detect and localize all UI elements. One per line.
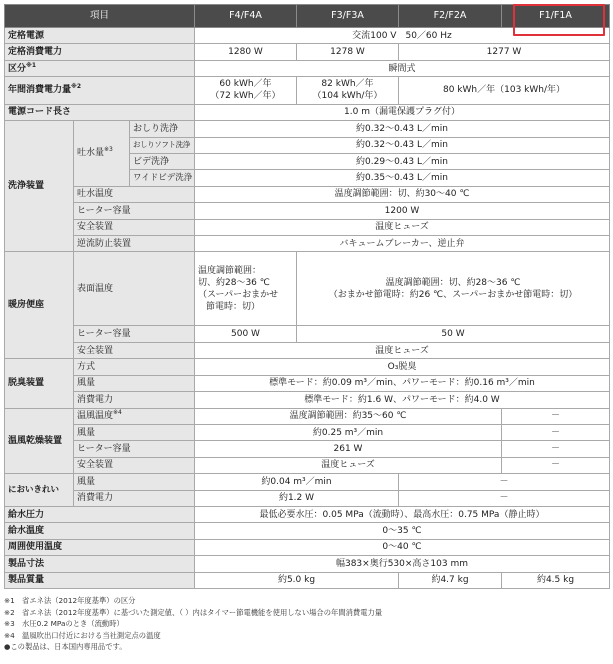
- table-row: [5, 424, 610, 440]
- sublabel: 表面温度: [74, 252, 195, 326]
- value-line: （104 kWh/年）: [312, 91, 383, 102]
- cell-value: 1280 W: [195, 44, 297, 60]
- footnote-mark: ※2: [71, 83, 82, 91]
- cell-value: 温度ヒューズ: [195, 457, 502, 473]
- footnote-3: ※3 水圧0.2 MPaのとき（流動時）: [4, 619, 124, 628]
- row-label: 定格電源: [5, 28, 195, 44]
- sublabel: ヒーター容量: [74, 326, 195, 342]
- row-value: 1200 W: [195, 203, 610, 219]
- value-line: 温度調節範囲：: [198, 265, 262, 276]
- footnotes: [4, 595, 609, 653]
- sublabel-discharge: [74, 121, 130, 187]
- row-value: バキュームブレーカー、逆止弁: [195, 235, 610, 251]
- row-value: 温度ヒューズ: [195, 219, 610, 235]
- sublabel: ワイドビデ洗浄: [130, 170, 195, 186]
- cell-value: －: [502, 424, 610, 440]
- sublabel: おしり洗浄: [130, 121, 195, 137]
- row-label: 製品質量: [5, 572, 195, 588]
- sublabel: 安全装置: [74, 342, 195, 358]
- cell-value: 261 W: [195, 441, 502, 457]
- sublabel: 方式: [74, 359, 195, 375]
- row-value: 最低必要水圧：0.05 MPa（流動時）、最高水圧：0.75 MPa（静止時）: [195, 506, 610, 522]
- cell-value: 約4.5 kg: [502, 572, 610, 588]
- table-row: [5, 359, 610, 375]
- footnote-2: ※2 省エネ法（2012年度基準）に基づいた測定値、（ ）内はタイマー節電機能を使用しない場合の年間消費電力量: [4, 607, 383, 617]
- sublabel: ヒーター容量: [74, 441, 195, 457]
- cell-value: 約4.7 kg: [399, 572, 502, 588]
- value-line: 60 kWh／年: [219, 79, 272, 90]
- table-row: [5, 490, 610, 506]
- cell-value: 約1.2 W: [195, 490, 399, 506]
- table-row: [5, 28, 610, 44]
- cell-value: 500 W: [195, 326, 297, 342]
- cell-value: 約0.25 m³／min: [195, 424, 502, 440]
- sublabel: 消費電力: [74, 490, 195, 506]
- table-row: [5, 474, 610, 490]
- group-label-deodorizer: 脱臭装置: [5, 359, 74, 408]
- header-model-f1: F1/F1A: [502, 5, 610, 28]
- group-label-dryer: 温風乾燥装置: [5, 408, 74, 474]
- sublabel: ビデ洗浄: [130, 153, 195, 169]
- row-value: 約0.29～0.43 L／min: [195, 153, 610, 169]
- row-value: 1.0 m（漏電保護プラグ付）: [195, 104, 610, 120]
- footnote-mark: ※3: [104, 146, 113, 154]
- row-value: 約0.35～0.43 L／min: [195, 170, 610, 186]
- table-row: [5, 252, 610, 326]
- cell-value: －: [399, 474, 610, 490]
- cell-value: 約5.0 kg: [195, 572, 399, 588]
- cell-value: [297, 252, 610, 326]
- table-row: [5, 556, 610, 572]
- row-value: 交流100 V 50／60 Hz: [195, 28, 610, 44]
- table-row: [5, 203, 610, 219]
- table-row: [5, 539, 610, 555]
- sublabel: 消費電力: [74, 392, 195, 408]
- footnote-mark: ※4: [113, 409, 122, 417]
- value-line: 温度調節範囲：切、約28～36 ℃: [385, 277, 521, 288]
- row-value: 幅383×奥行530×高さ103 mm: [195, 556, 610, 572]
- table-row: [5, 392, 610, 408]
- row-label: 給水温度: [5, 523, 195, 539]
- table-row: [5, 219, 610, 235]
- header-model-f3: F3/F3A: [297, 5, 399, 28]
- label-text: 温風温度: [77, 411, 114, 422]
- sublabel: 風量: [74, 424, 195, 440]
- cell-value: －: [502, 457, 610, 473]
- cell-value: －: [502, 441, 610, 457]
- cell-value: 約0.04 m³／min: [195, 474, 399, 490]
- group-label-odor-clean: においきれい: [5, 474, 74, 507]
- table-row: [5, 44, 610, 60]
- value-line: 節電時：切）: [206, 301, 261, 312]
- table-row: [5, 506, 610, 522]
- cell-value: －: [502, 408, 610, 424]
- table-row: [5, 104, 610, 120]
- row-value: O₃脱臭: [195, 359, 610, 375]
- row-label: 周囲使用温度: [5, 539, 195, 555]
- value-line: 切、約28～36 ℃: [198, 277, 270, 288]
- row-value: 温度ヒューズ: [195, 342, 610, 358]
- row-label: [5, 60, 195, 76]
- row-label: 給水圧力: [5, 506, 195, 522]
- row-value: 0～35 ℃: [195, 523, 610, 539]
- value-line: （72 kWh／年）: [210, 91, 281, 102]
- table-row: [5, 441, 610, 457]
- sublabel: 風量: [74, 474, 195, 490]
- table-row: [5, 77, 610, 105]
- cell-value: 1278 W: [297, 44, 399, 60]
- row-value: 約0.32～0.43 L／min: [195, 137, 610, 153]
- footnote-1: ※1 省エネ法（2012年度基準）の区分: [4, 596, 136, 605]
- footnote-domestic: ●この製品は、日本国内専用品です。: [4, 642, 127, 651]
- table-row: [5, 121, 610, 137]
- footnote-mark: ※1: [26, 61, 37, 69]
- table-row: [5, 342, 610, 358]
- cell-value: 温度調節範囲：約35～60 ℃: [195, 408, 502, 424]
- cell-value: [297, 77, 399, 105]
- header-item: 項目: [5, 5, 195, 28]
- footnote-4: ※4 温風吹出口付近における当社測定点の温度: [4, 630, 161, 640]
- row-value: 標準モード：約0.09 m³／min、パワーモード：約0.16 m³／min: [195, 375, 610, 391]
- table-row: [5, 408, 610, 424]
- sublabel: 逆流防止装置: [74, 235, 195, 251]
- row-value: 0～40 ℃: [195, 539, 610, 555]
- label-text: 吐水量: [77, 148, 105, 159]
- table-row: [5, 523, 610, 539]
- table-row: [5, 235, 610, 251]
- header-row: [5, 5, 610, 28]
- cell-value: 1277 W: [399, 44, 610, 60]
- table-row: [5, 60, 610, 76]
- sublabel: [74, 408, 195, 424]
- table-row: [5, 186, 610, 202]
- cell-value: [195, 252, 297, 326]
- header-model-f4: F4/F4A: [195, 5, 297, 28]
- row-label: 定格消費電力: [5, 44, 195, 60]
- value-line: （おまかせ節電時：約26 ℃、スーパーおまかせ節電時：切）: [328, 289, 578, 300]
- row-value: 温度調節範囲：切、約30～40 ℃: [195, 186, 610, 202]
- cell-value: [195, 77, 297, 105]
- row-label: 電源コード長さ: [5, 104, 195, 120]
- sublabel: 安全装置: [74, 219, 195, 235]
- sublabel: おしりソフト洗浄: [130, 137, 195, 153]
- cell-value: 50 W: [297, 326, 610, 342]
- value-line: （スーパーおまかせ: [198, 289, 279, 300]
- row-value: 瞬間式: [195, 60, 610, 76]
- table-row: [5, 326, 610, 342]
- label-text: 区分: [8, 63, 27, 74]
- value-line: 82 kWh／年: [321, 79, 374, 90]
- table-row: [5, 375, 610, 391]
- spec-table: [4, 4, 610, 589]
- header-model-f2: F2/F2A: [399, 5, 502, 28]
- group-label-washing: 洗浄装置: [5, 121, 74, 252]
- row-label: 製品寸法: [5, 556, 195, 572]
- row-label: [5, 77, 195, 105]
- sublabel: 安全装置: [74, 457, 195, 473]
- label-text: 年間消費電力量: [8, 85, 72, 96]
- cell-value: 80 kWh／年（103 kWh/年）: [399, 77, 610, 105]
- sublabel: 風量: [74, 375, 195, 391]
- sublabel: 吐水温度: [74, 186, 195, 202]
- sublabel: ヒーター容量: [74, 203, 195, 219]
- group-label-heated-seat: 暖房便座: [5, 252, 74, 359]
- table-row: [5, 457, 610, 473]
- row-value: 約0.32～0.43 L／min: [195, 121, 610, 137]
- table-row: [5, 572, 610, 588]
- cell-value: －: [399, 490, 610, 506]
- row-value: 標準モード：約1.6 W、パワーモード：約4.0 W: [195, 392, 610, 408]
